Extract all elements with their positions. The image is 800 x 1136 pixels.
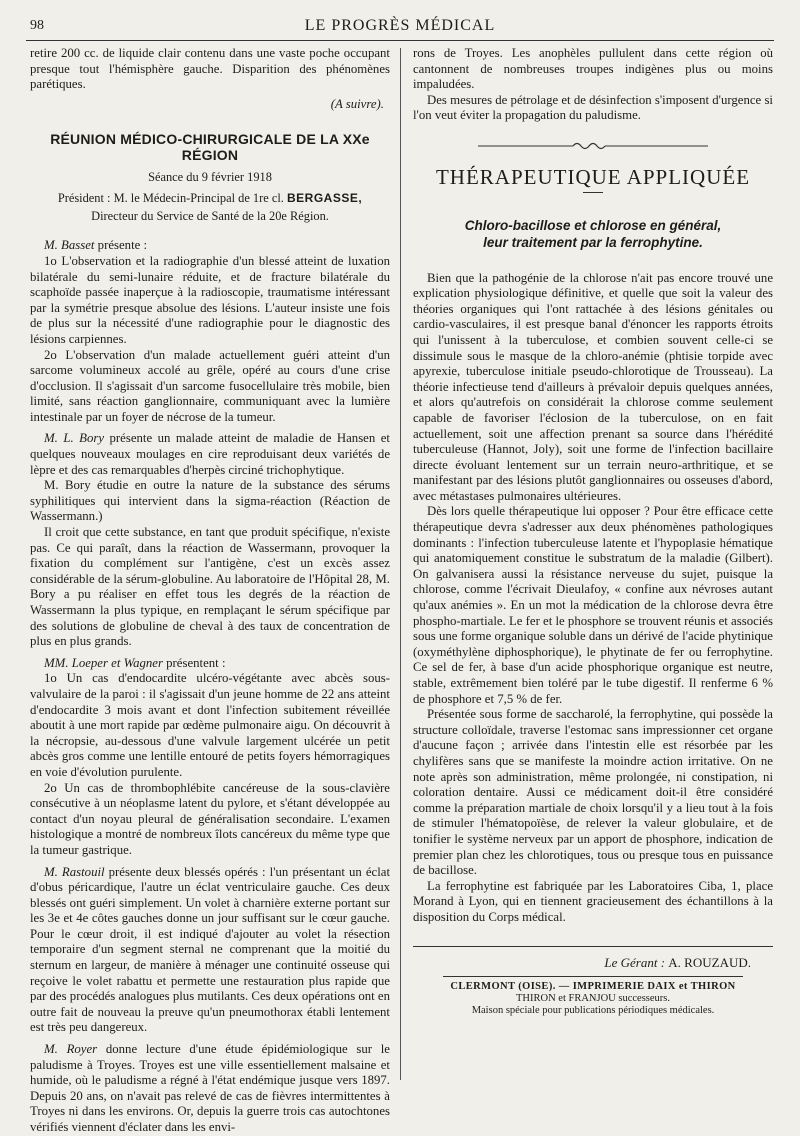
rastouil-paragraph xyxy=(30,865,390,1037)
seance-date: Séance du 9 février 1918 xyxy=(148,169,272,184)
right-column xyxy=(413,46,773,1017)
column-divider xyxy=(400,48,401,1080)
continued-paragraph: retire 200 cc. de liquide clair contenu dans une vaste poche occupant presque tout l'hémisphère gauche. Disparition des phénomènes parétiques. xyxy=(30,46,390,92)
speaker-rastouil: M. Rastouil xyxy=(44,864,105,879)
left-column xyxy=(30,46,390,1136)
bory-paragraph xyxy=(30,431,390,478)
gerant-name: A. ROUZAUD. xyxy=(668,954,751,970)
section-title-reunion: RÉUNION MÉDICO-CHIRURGICALE DE LA XXe RÉGION xyxy=(50,131,370,163)
ornament-icon xyxy=(478,140,708,152)
directeur-line: Directeur du Service de Santé de la 20e Région. xyxy=(91,208,329,223)
journal-title: LE PROGRÈS MÉDICAL xyxy=(304,17,496,34)
printer-imprint xyxy=(413,981,773,1017)
loeper-item-2: 2o Un cas de thrombophlébite cancéreuse de la sous-clavière consécutive à un néoplasme latent du pylore, et s'étant développée au contact d'un noyau pleural de généralisation secondaire. L'examen histologique a montré de nombreux îlots cancéreux du même type que la tumeur gastrique. xyxy=(30,780,390,857)
header-rule xyxy=(26,40,774,41)
gerant-label: Le Gérant : xyxy=(604,954,669,970)
page-number: 98 xyxy=(30,18,44,33)
loeper-intro xyxy=(30,656,390,672)
president-line xyxy=(30,191,390,207)
basset-item-2: 2o L'observation d'un malade actuellement guéri atteint d'un sarcome volumineux accolé au grêle, opéré au cours d'une crise d'occlusion. Il s'agissait d'un sarcome fusocellulaire très mobile, bien limité, sans réaction ganglionnaire, communiquant avec la lumière intestinale par un foyer de nécrose de la tumeur. xyxy=(30,347,390,424)
basset-intro-text: présente : xyxy=(94,238,148,253)
royer-text: donne lecture d'une étude épidémiologique sur le paludisme à Troyes. Troyes est une ville essentiellement malsaine et humide, où le paludisme a régné à l'état endémique jusque vers 1897. Depuis 20 ans, on n'avait pas relevé de cas de fièvres intermittentes à Troyes ni dans les environs. Or, depuis la guerre trois cas autochtones vérifiés viennent d'éclater dans les envi- xyxy=(30,1042,390,1134)
loeper-intro-text: présentent : xyxy=(162,655,226,670)
article-paragraph-2: Dès lors quelle thérapeutique lui opposer ? Pour être efficace cette thérapeutique devra s'adresser aux deux phénomènes pathologiques dominants : l'infection tuberculeuse latente et l'hypoplasie hématique qui anatomiquement constitue le substratum de la maladie (Gilbert). On galvanisera aussi la résistance nerveuse du sujet, puisque la chlorose, comme l'écrivait Dieulafoy, « confine aux névroses autant qu'aux anémies ». En un mot la médication de la chlorose devra être phospho-martiale. Le fer et le phosphore se trouvent réunis et associés sous une forme organique soluble dans un dérivé de l'acide phytinique (oxyméthylène diphosphorique), le phytinate de fer ou ferrophytine. Ce sel de fer, à base d'un acide phosphorique organique est neutre, stable, extrêmement bien toléré par le tube digestif. Il renferme 6 % de phosphore et 7,5 % de fer. xyxy=(413,504,773,706)
printer-rule xyxy=(443,976,743,977)
loeper-item-1: 1o Un cas d'endocardite ulcéro-végétante avec abcès sous-valvulaire de la paroi : il s'agissait d'un jeune homme de 22 ans atteint d'endocardite 3 mois avant et dont l'infection subitement réveillée aboutit à une mort rapide par œdème pulmonaire aigu. On découvrit à la nécropsie, au-dessous d'une valvule largement ulcérée un petit abcès gros comme une lentille entouré de petits foyers hémorragiques en voie d'évolution purulente. xyxy=(30,671,390,779)
page-header xyxy=(26,14,774,36)
bory-paragraph-2: M. Bory étudie en outre la nature de la substance des sérums syphilitiques qui intervient dans la sigma-réaction (Réaction de Wassermann.) xyxy=(30,478,390,524)
royer-continued: rons de Troyes. Les anophèles pullulent dans cette région où cantonnent de nombreuses troupes indigènes plus ou moins impaludées. xyxy=(413,46,773,92)
title-rule xyxy=(583,192,603,193)
royer-conclusion: Des mesures de pétrolage et de désinfection s'imposent d'urgence si l'on veut éviter la propagation du paludisme. xyxy=(413,92,773,123)
ornament-divider xyxy=(413,140,773,156)
article-title-line-2: leur traitement par la ferrophytine. xyxy=(483,234,703,250)
printer-line-2: THIRON et FRANJOU successeurs. xyxy=(516,993,670,1005)
bory-text: présente un malade atteint de maladie de Hansen et quelques nouveaux moulages en cire reproduisant deux variétés de lèpre et des cas remarquables d'herpès circiné trichophytique. xyxy=(30,431,390,477)
speaker-basset: M. Basset xyxy=(44,238,95,253)
basset-item-1: 1o L'observation et la radiographie d'un blessé atteint de luxation bilatérale du semi-lunaire réduite, et de fracture bilatérale du scaphoïde passée inaperçue à la radioscopie, traumatisme intéressant par la symétrie presque absolue des lésions. L'auteur insiste une fois de plus sur la nécessité d'une radiographie pour le diagnostic des lésions carpiennes. xyxy=(30,253,390,346)
article-paragraph-4: La ferrophytine est fabriquée par les Laboratoires Ciba, 1, place Morand à Lyon, qui en tiennent gracieusement des échantillons à la disposition du Corps médical. xyxy=(413,878,773,924)
article-title-line-1: Chloro-bacillose et chlorose en général, xyxy=(464,217,722,233)
gerant-signature xyxy=(413,955,773,971)
speaker-bory: M. L. Bory xyxy=(44,431,105,446)
to-be-continued: (A suivre). xyxy=(330,96,384,111)
printer-line-1: CLERMONT (OISE). — IMPRIMERIE DAIX et THIRON xyxy=(450,981,736,993)
speaker-loeper-wagner: MM. Loeper et Wagner xyxy=(44,655,163,670)
president-label: Président : M. le Médecin-Principal de 1re cl. xyxy=(57,191,287,206)
article-title xyxy=(413,217,773,251)
bory-paragraph-3: Il croit que cette substance, en tant que produit spécifique, n'existe pas. Ce qui paraît, dans la réaction de Wassermann, provoquer la fixation du complément sur l'antigène, c'est un excès assez considérable de la sérum-globuline. Au laboratoire de l'Hôpital 28, M. Bory a pu réaliser en effet tous les degrés de la réaction de Wassermann la plus typique, en remplaçant le sérum spécifique par des solutions de globuline de cheval à des taux de concentration de plus en plus grands. xyxy=(30,525,390,649)
signature-rule xyxy=(413,946,773,947)
article-paragraph-1: Bien que la pathogénie de la chlorose n'ait pas encore trouvé une explication physiologique définitive, et quelle que soit la valeur des théories organiques qui l'ont rattachée à des lésions génitales ou cardio-vasculaires, il est presque banal d'énoncer les rapports étroits qui l'unissent à la tuberculose, et combien souvent celle-ci se dissimule sous le masque de la chloro-anémie (phtisie torpide avec apyrexie, tuberculose initiale pseudo-chlorotique de Trousseau). La théorie infectieuse tend d'ailleurs à prévaloir depuis quelques années, et alors qu'autrefois on considérait la chlorose comme seulement capable de favoriser l'éclosion de la tuberculose, on en fait actuellement, soit une affection prenant sa source dans l'hérédité tuberculeuse (Hannot, Joly), soit une forme de l'infection bacillaire directe évoluant lentement sur un terrain neuro-arthritique, et se manifestant par des lésions plutôt ganglionnaires ou osseuses d'abord, avec métastases pulmonaires ultérieures. xyxy=(413,270,773,503)
printer-line-3: Maison spéciale pour publications périodiques médicales. xyxy=(471,1005,715,1017)
royer-paragraph xyxy=(30,1042,390,1136)
speaker-royer: M. Royer xyxy=(44,1042,98,1057)
president-name: BERGASSE, xyxy=(286,191,363,206)
rastouil-text: présente deux blessés opérés : l'un présentant un éclat d'obus péricardique, l'autre un éclat ventriculaire gauche. Ces deux blessés ont guéri simplement. Un volet à charnière externe portant sur les 3e et 4e côtes gauches donne un jour suffisant sur le cœur gauche. Pour le cœur droit, il est indiqué d'ajouter au volet la résection temporaire d'un segment sternal ne comprenant que la moitié du sternum en largeur, de manière à ménager une continuité osseuse qui reçoive le volet rabattu et permette une restauration plus rapide que par des procédés analogues plus mutilants. Ces deux opérations ont en outre fait de nouveau la preuve qu'un pneumothorax établi lentement est très peu dangereux. xyxy=(30,864,391,1035)
basset-intro xyxy=(30,238,390,254)
section-title-therapeutique: THÉRAPEUTIQUE APPLIQUÉE xyxy=(435,164,751,189)
article-paragraph-3: Présentée sous forme de saccharolé, la ferrophytine, qui possède la structure colloïdale, traverse l'estomac sans impressionner cet organe d'aucune façon ; arrivée dans l'intestin elle est résorbée par les chylifères sans que se manifeste la moindre action irritative. On ne note après son administration, même prolongée, ni constipation, ni coloration dentaire. Aussi ce médicament doit-il être considéré comme la préparation martiale de choix lorsqu'il y a lieu tout à la fois de stimuler l'hématopoïèse, de relever la valeur globulaire, et de tonifier le système nerveux par un apport de phosphore, indication de premier plan chez les chlorotiques, tous ou presque tous en puissance de bacillose. xyxy=(413,707,773,878)
